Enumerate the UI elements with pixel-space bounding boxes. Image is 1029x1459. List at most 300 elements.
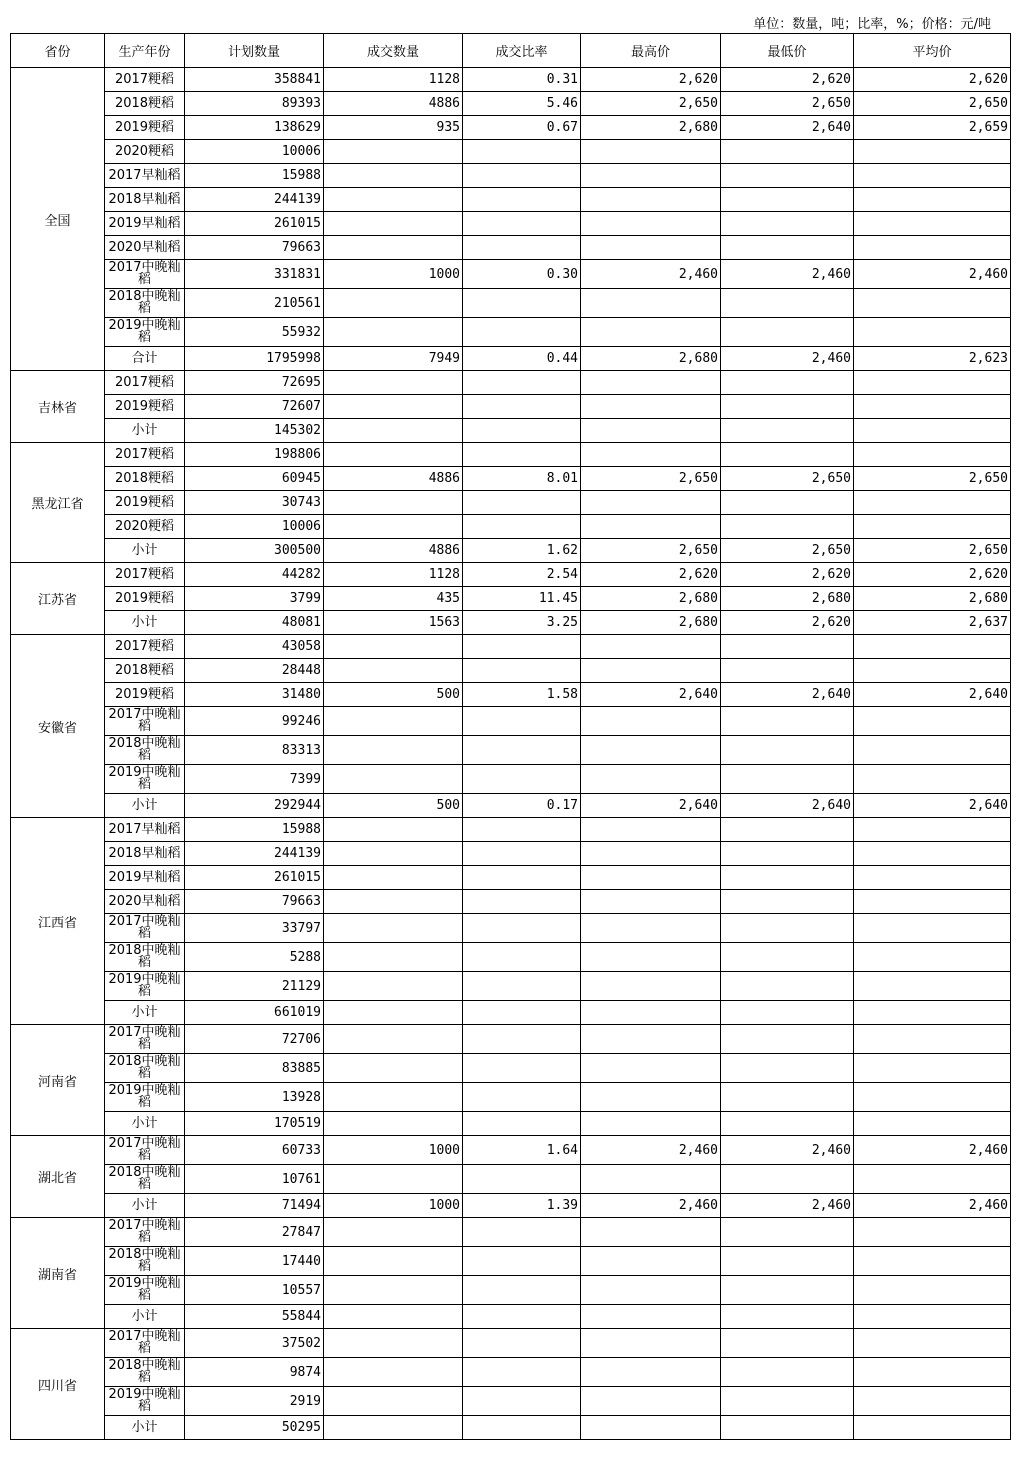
avg-price-cell: 2,650 — [854, 539, 1011, 563]
max-price-cell: 2,640 — [581, 794, 721, 818]
province-cell: 全国 — [11, 68, 105, 371]
table-row — [11, 140, 1011, 164]
year-cell: 2018粳稻 — [105, 467, 185, 491]
table-row — [11, 1305, 1011, 1329]
deal-rate-cell — [463, 419, 581, 443]
max-price-cell — [581, 707, 721, 736]
max-price-cell — [581, 1305, 721, 1329]
avg-price-cell — [854, 1054, 1011, 1083]
min-price-cell — [721, 212, 854, 236]
deal-qty-cell — [324, 765, 463, 794]
max-price-cell — [581, 491, 721, 515]
deal-rate-cell: 8.01 — [463, 467, 581, 491]
plan-qty-cell: 170519 — [185, 1112, 324, 1136]
year-cell: 2017中晚籼稻 — [105, 1025, 185, 1054]
table-row — [11, 347, 1011, 371]
min-price-cell — [721, 318, 854, 347]
plan-qty-cell: 50295 — [185, 1416, 324, 1440]
max-price-cell — [581, 1025, 721, 1054]
deal-qty-cell — [324, 1358, 463, 1387]
avg-price-cell: 2,620 — [854, 68, 1011, 92]
max-price-cell — [581, 289, 721, 318]
deal-rate-cell — [463, 914, 581, 943]
table-row — [11, 260, 1011, 289]
plan-qty-cell: 210561 — [185, 289, 324, 318]
deal-rate-cell — [463, 1358, 581, 1387]
deal-rate-cell — [463, 1165, 581, 1194]
min-price-cell — [721, 236, 854, 260]
plan-qty-cell: 72607 — [185, 395, 324, 419]
deal-rate-cell — [463, 943, 581, 972]
deal-rate-cell — [463, 164, 581, 188]
table-row — [11, 539, 1011, 563]
year-cell: 2018早籼稻 — [105, 188, 185, 212]
deal-qty-cell — [324, 236, 463, 260]
unit-note: 单位：数量，吨；比率，%；价格：元/吨 — [753, 17, 991, 32]
header-year: 生产年份 — [105, 34, 185, 68]
table-row — [11, 659, 1011, 683]
min-price-cell — [721, 1387, 854, 1416]
deal-rate-cell — [463, 1054, 581, 1083]
year-cell: 2017粳稻 — [105, 371, 185, 395]
avg-price-cell — [854, 659, 1011, 683]
table-row — [11, 635, 1011, 659]
max-price-cell — [581, 1218, 721, 1247]
table-row — [11, 212, 1011, 236]
table-row — [11, 1358, 1011, 1387]
min-price-cell — [721, 736, 854, 765]
plan-qty-cell: 261015 — [185, 212, 324, 236]
table-row — [11, 842, 1011, 866]
min-price-cell: 2,640 — [721, 116, 854, 140]
table-row — [11, 890, 1011, 914]
table-row — [11, 164, 1011, 188]
min-price-cell — [721, 1329, 854, 1358]
max-price-cell — [581, 1329, 721, 1358]
min-price-cell — [721, 914, 854, 943]
max-price-cell — [581, 236, 721, 260]
max-price-cell: 2,460 — [581, 1136, 721, 1165]
min-price-cell — [721, 395, 854, 419]
min-price-cell — [721, 943, 854, 972]
deal-qty-cell: 4886 — [324, 539, 463, 563]
deal-qty-cell: 1128 — [324, 68, 463, 92]
plan-qty-cell: 30743 — [185, 491, 324, 515]
deal-qty-cell: 935 — [324, 116, 463, 140]
year-cell: 2020早籼稻 — [105, 890, 185, 914]
province-cell: 湖南省 — [11, 1218, 105, 1329]
min-price-cell — [721, 765, 854, 794]
plan-qty-cell: 72695 — [185, 371, 324, 395]
min-price-cell — [721, 1218, 854, 1247]
deal-rate-cell — [463, 1329, 581, 1358]
max-price-cell — [581, 395, 721, 419]
deal-rate-cell: 0.31 — [463, 68, 581, 92]
min-price-cell — [721, 1247, 854, 1276]
avg-price-cell — [854, 972, 1011, 1001]
max-price-cell — [581, 890, 721, 914]
table-row — [11, 491, 1011, 515]
table-row — [11, 1276, 1011, 1305]
avg-price-cell — [854, 491, 1011, 515]
deal-qty-cell: 500 — [324, 683, 463, 707]
avg-price-cell — [854, 635, 1011, 659]
deal-rate-cell — [463, 707, 581, 736]
plan-qty-cell: 1795998 — [185, 347, 324, 371]
table-row — [11, 1165, 1011, 1194]
deal-qty-cell — [324, 818, 463, 842]
plan-qty-cell: 72706 — [185, 1025, 324, 1054]
deal-rate-cell — [463, 842, 581, 866]
year-cell: 2019中晚籼稻 — [105, 972, 185, 1001]
max-price-cell — [581, 1358, 721, 1387]
min-price-cell — [721, 707, 854, 736]
plan-qty-cell: 21129 — [185, 972, 324, 1001]
table-header-row — [11, 34, 1011, 68]
plan-qty-cell: 60733 — [185, 1136, 324, 1165]
plan-qty-cell: 261015 — [185, 866, 324, 890]
province-cell: 江西省 — [11, 818, 105, 1025]
deal-qty-cell — [324, 395, 463, 419]
table-row — [11, 1025, 1011, 1054]
max-price-cell: 2,680 — [581, 587, 721, 611]
plan-qty-cell: 31480 — [185, 683, 324, 707]
year-cell: 2017粳稻 — [105, 563, 185, 587]
plan-qty-cell: 79663 — [185, 890, 324, 914]
year-cell: 小计 — [105, 419, 185, 443]
max-price-cell — [581, 419, 721, 443]
avg-price-cell — [854, 943, 1011, 972]
avg-price-cell — [854, 707, 1011, 736]
deal-rate-cell — [463, 1305, 581, 1329]
year-cell: 2019中晚籼稻 — [105, 765, 185, 794]
auction-results-table — [10, 33, 1011, 1440]
deal-qty-cell — [324, 1276, 463, 1305]
avg-price-cell — [854, 188, 1011, 212]
plan-qty-cell: 10006 — [185, 140, 324, 164]
deal-rate-cell: 1.58 — [463, 683, 581, 707]
table-body — [11, 68, 1011, 1440]
avg-price-cell: 2,659 — [854, 116, 1011, 140]
deal-rate-cell — [463, 1276, 581, 1305]
deal-qty-cell: 1000 — [324, 260, 463, 289]
deal-qty-cell — [324, 289, 463, 318]
year-cell: 2019早籼稻 — [105, 212, 185, 236]
deal-qty-cell — [324, 1305, 463, 1329]
plan-qty-cell: 83313 — [185, 736, 324, 765]
avg-price-cell: 2,460 — [854, 1136, 1011, 1165]
min-price-cell — [721, 972, 854, 1001]
deal-qty-cell — [324, 635, 463, 659]
deal-qty-cell — [324, 1112, 463, 1136]
deal-rate-cell — [463, 1083, 581, 1112]
avg-price-cell — [854, 1025, 1011, 1054]
max-price-cell: 2,680 — [581, 611, 721, 635]
table-row — [11, 116, 1011, 140]
deal-qty-cell — [324, 164, 463, 188]
table-row — [11, 371, 1011, 395]
year-cell: 2019粳稻 — [105, 116, 185, 140]
header-province: 省份 — [11, 34, 105, 68]
deal-qty-cell — [324, 972, 463, 1001]
min-price-cell: 2,640 — [721, 794, 854, 818]
deal-rate-cell: 0.17 — [463, 794, 581, 818]
min-price-cell — [721, 890, 854, 914]
year-cell: 2017粳稻 — [105, 635, 185, 659]
year-cell: 小计 — [105, 1194, 185, 1218]
year-cell: 2020早籼稻 — [105, 236, 185, 260]
max-price-cell — [581, 1276, 721, 1305]
min-price-cell — [721, 659, 854, 683]
deal-qty-cell — [324, 707, 463, 736]
plan-qty-cell: 10006 — [185, 515, 324, 539]
deal-rate-cell — [463, 395, 581, 419]
deal-qty-cell — [324, 659, 463, 683]
min-price-cell — [721, 1165, 854, 1194]
deal-rate-cell: 3.25 — [463, 611, 581, 635]
year-cell: 2019粳稻 — [105, 491, 185, 515]
min-price-cell — [721, 371, 854, 395]
max-price-cell — [581, 914, 721, 943]
deal-qty-cell — [324, 491, 463, 515]
plan-qty-cell: 331831 — [185, 260, 324, 289]
year-cell: 2019粳稻 — [105, 683, 185, 707]
max-price-cell — [581, 765, 721, 794]
min-price-cell — [721, 842, 854, 866]
table-row — [11, 236, 1011, 260]
table-row — [11, 914, 1011, 943]
deal-rate-cell: 1.39 — [463, 1194, 581, 1218]
max-price-cell — [581, 318, 721, 347]
max-price-cell — [581, 1387, 721, 1416]
min-price-cell — [721, 164, 854, 188]
deal-qty-cell — [324, 371, 463, 395]
table-row — [11, 1416, 1011, 1440]
table-row — [11, 866, 1011, 890]
deal-rate-cell — [463, 443, 581, 467]
year-cell: 小计 — [105, 1112, 185, 1136]
plan-qty-cell: 60945 — [185, 467, 324, 491]
year-cell: 2019中晚籼稻 — [105, 318, 185, 347]
year-cell: 小计 — [105, 1001, 185, 1025]
deal-rate-cell: 11.45 — [463, 587, 581, 611]
avg-price-cell — [854, 289, 1011, 318]
plan-qty-cell: 55932 — [185, 318, 324, 347]
min-price-cell: 2,620 — [721, 68, 854, 92]
max-price-cell — [581, 1165, 721, 1194]
plan-qty-cell: 9874 — [185, 1358, 324, 1387]
deal-rate-cell — [463, 1416, 581, 1440]
min-price-cell — [721, 1083, 854, 1112]
table-row — [11, 794, 1011, 818]
plan-qty-cell: 37502 — [185, 1329, 324, 1358]
avg-price-cell — [854, 890, 1011, 914]
table-row — [11, 587, 1011, 611]
plan-qty-cell: 3799 — [185, 587, 324, 611]
table-row — [11, 515, 1011, 539]
deal-rate-cell — [463, 1247, 581, 1276]
deal-rate-cell — [463, 212, 581, 236]
table-row — [11, 1054, 1011, 1083]
avg-price-cell — [854, 1305, 1011, 1329]
avg-price-cell — [854, 1218, 1011, 1247]
min-price-cell — [721, 1112, 854, 1136]
year-cell: 2017中晚籼稻 — [105, 914, 185, 943]
max-price-cell — [581, 164, 721, 188]
min-price-cell — [721, 635, 854, 659]
deal-rate-cell — [463, 890, 581, 914]
deal-qty-cell — [324, 419, 463, 443]
deal-rate-cell — [463, 818, 581, 842]
avg-price-cell — [854, 443, 1011, 467]
avg-price-cell — [854, 212, 1011, 236]
year-cell: 2020粳稻 — [105, 140, 185, 164]
plan-qty-cell: 33797 — [185, 914, 324, 943]
year-cell: 2018粳稻 — [105, 659, 185, 683]
avg-price-cell: 2,623 — [854, 347, 1011, 371]
max-price-cell: 2,650 — [581, 467, 721, 491]
avg-price-cell — [854, 1276, 1011, 1305]
table-row — [11, 683, 1011, 707]
year-cell: 2018中晚籼稻 — [105, 289, 185, 318]
deal-rate-cell — [463, 188, 581, 212]
max-price-cell — [581, 842, 721, 866]
min-price-cell: 2,650 — [721, 539, 854, 563]
min-price-cell — [721, 866, 854, 890]
avg-price-cell — [854, 736, 1011, 765]
min-price-cell — [721, 515, 854, 539]
year-cell: 2017中晚籼稻 — [105, 707, 185, 736]
plan-qty-cell: 48081 — [185, 611, 324, 635]
deal-rate-cell: 0.44 — [463, 347, 581, 371]
max-price-cell — [581, 1112, 721, 1136]
year-cell: 2017粳稻 — [105, 68, 185, 92]
plan-qty-cell: 15988 — [185, 818, 324, 842]
avg-price-cell — [854, 1165, 1011, 1194]
deal-qty-cell — [324, 1329, 463, 1358]
year-cell: 2019中晚籼稻 — [105, 1083, 185, 1112]
deal-rate-cell — [463, 736, 581, 765]
province-cell: 湖北省 — [11, 1136, 105, 1218]
year-cell: 小计 — [105, 1305, 185, 1329]
deal-qty-cell — [324, 1416, 463, 1440]
deal-rate-cell — [463, 371, 581, 395]
max-price-cell: 2,680 — [581, 116, 721, 140]
table-row — [11, 188, 1011, 212]
min-price-cell — [721, 1025, 854, 1054]
max-price-cell — [581, 866, 721, 890]
deal-rate-cell — [463, 866, 581, 890]
deal-qty-cell — [324, 1083, 463, 1112]
plan-qty-cell: 300500 — [185, 539, 324, 563]
avg-price-cell — [854, 1112, 1011, 1136]
year-cell: 2017中晚籼稻 — [105, 1218, 185, 1247]
deal-qty-cell: 500 — [324, 794, 463, 818]
deal-qty-cell — [324, 866, 463, 890]
year-cell: 2017中晚籼稻 — [105, 1136, 185, 1165]
min-price-cell: 2,460 — [721, 1194, 854, 1218]
deal-qty-cell: 7949 — [324, 347, 463, 371]
avg-price-cell — [854, 140, 1011, 164]
plan-qty-cell: 43058 — [185, 635, 324, 659]
max-price-cell — [581, 972, 721, 1001]
deal-qty-cell — [324, 318, 463, 347]
plan-qty-cell: 79663 — [185, 236, 324, 260]
table-row — [11, 707, 1011, 736]
deal-qty-cell — [324, 1247, 463, 1276]
min-price-cell: 2,680 — [721, 587, 854, 611]
avg-price-cell — [854, 1416, 1011, 1440]
province-cell: 河南省 — [11, 1025, 105, 1136]
min-price-cell — [721, 1305, 854, 1329]
province-cell: 江苏省 — [11, 563, 105, 635]
deal-rate-cell: 5.46 — [463, 92, 581, 116]
deal-qty-cell — [324, 1387, 463, 1416]
year-cell: 小计 — [105, 794, 185, 818]
table-row — [11, 611, 1011, 635]
min-price-cell — [721, 818, 854, 842]
deal-qty-cell: 1563 — [324, 611, 463, 635]
table-row — [11, 1136, 1011, 1165]
plan-qty-cell: 145302 — [185, 419, 324, 443]
plan-qty-cell: 27847 — [185, 1218, 324, 1247]
max-price-cell: 2,460 — [581, 260, 721, 289]
deal-rate-cell — [463, 491, 581, 515]
deal-qty-cell — [324, 1165, 463, 1194]
plan-qty-cell: 10557 — [185, 1276, 324, 1305]
deal-qty-cell — [324, 1218, 463, 1247]
min-price-cell: 2,650 — [721, 467, 854, 491]
min-price-cell: 2,460 — [721, 260, 854, 289]
avg-price-cell — [854, 818, 1011, 842]
max-price-cell: 2,620 — [581, 68, 721, 92]
plan-qty-cell: 244139 — [185, 188, 324, 212]
deal-rate-cell — [463, 659, 581, 683]
table-row — [11, 1218, 1011, 1247]
header-deal-rate: 成交比率 — [463, 34, 581, 68]
plan-qty-cell: 71494 — [185, 1194, 324, 1218]
avg-price-cell — [854, 1001, 1011, 1025]
year-cell: 小计 — [105, 539, 185, 563]
avg-price-cell: 2,620 — [854, 563, 1011, 587]
province-cell: 吉林省 — [11, 371, 105, 443]
header-deal-qty: 成交数量 — [324, 34, 463, 68]
year-cell: 2018中晚籼稻 — [105, 1054, 185, 1083]
avg-price-cell — [854, 318, 1011, 347]
table-row — [11, 289, 1011, 318]
year-cell: 2018中晚籼稻 — [105, 1247, 185, 1276]
max-price-cell: 2,650 — [581, 92, 721, 116]
deal-qty-cell — [324, 842, 463, 866]
year-cell: 合计 — [105, 347, 185, 371]
max-price-cell — [581, 818, 721, 842]
min-price-cell — [721, 1001, 854, 1025]
max-price-cell — [581, 1001, 721, 1025]
deal-rate-cell: 2.54 — [463, 563, 581, 587]
table-row — [11, 419, 1011, 443]
deal-qty-cell — [324, 140, 463, 164]
plan-qty-cell: 138629 — [185, 116, 324, 140]
deal-qty-cell: 4886 — [324, 467, 463, 491]
avg-price-cell — [854, 842, 1011, 866]
avg-price-cell: 2,640 — [854, 794, 1011, 818]
max-price-cell — [581, 140, 721, 164]
max-price-cell — [581, 1054, 721, 1083]
deal-rate-cell — [463, 515, 581, 539]
min-price-cell — [721, 188, 854, 212]
table-row — [11, 736, 1011, 765]
plan-qty-cell: 44282 — [185, 563, 324, 587]
